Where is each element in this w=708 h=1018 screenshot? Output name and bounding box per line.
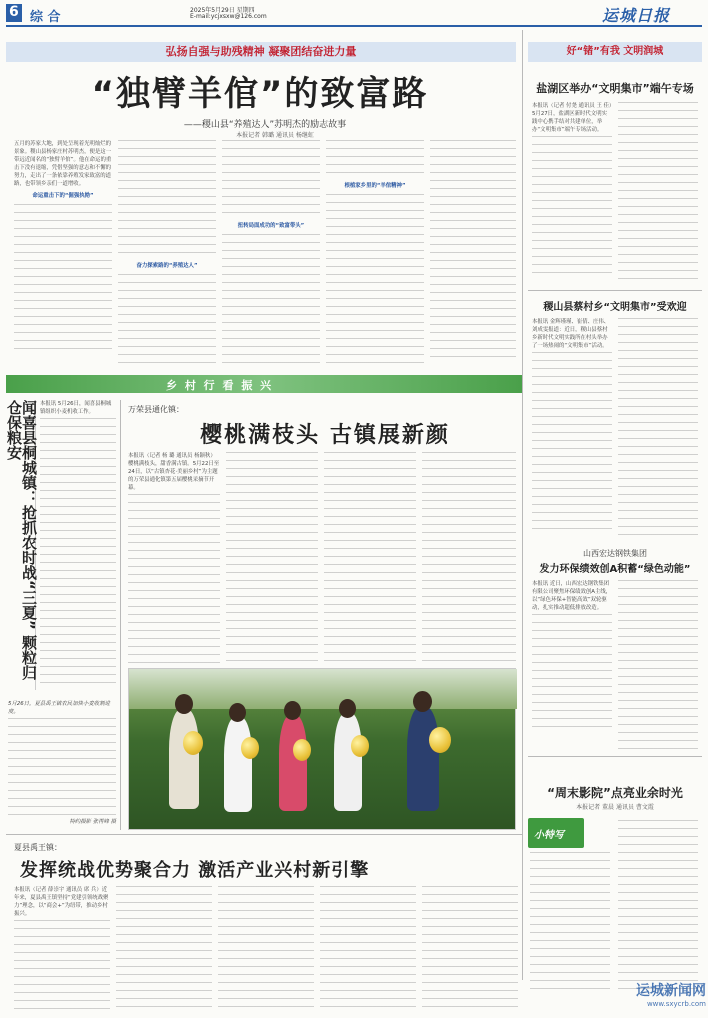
text-filler <box>40 418 116 683</box>
text-filler <box>430 140 516 358</box>
banner-text: 弘扬自强与助残精神 凝聚团结奋进力量 <box>165 45 357 58</box>
subhead-4: 根植家乡里的“羊倌精神” <box>344 183 406 189</box>
byline-shepherd: 本报记者 韩璐 通讯员 杨继虹 <box>236 132 314 139</box>
melon-harvest-photo <box>128 668 516 830</box>
farmer-5-head <box>413 691 432 712</box>
melon-1 <box>183 731 203 755</box>
issue-date: 2025年5月29日 星期四 <box>190 7 255 14</box>
steel-kicker: 山西宏达钢铁集团 <box>583 549 647 558</box>
cinema-byline: 本报记者 董晨 通讯员 曹文霞 <box>576 804 654 811</box>
caicun-story-col-1 <box>532 318 612 538</box>
steel-col-2 <box>618 580 698 750</box>
yanhu-story-col-1 <box>532 102 612 282</box>
text-filler <box>532 614 612 734</box>
farmer-3-head <box>284 701 301 720</box>
farmer-5 <box>407 707 439 811</box>
banner-text: 好“锗”有我 文明润城 <box>566 46 664 57</box>
cherry-col-3 <box>324 452 416 662</box>
harvest-caption: 特约摄影 张再峰 摄 <box>69 819 116 825</box>
text-filler <box>118 274 216 364</box>
text-filler <box>326 140 424 178</box>
melon-4 <box>351 735 369 757</box>
row-divider <box>528 290 702 291</box>
bottom-kicker: 夏县禹王镇： <box>14 843 62 852</box>
bottom-col-5 <box>422 886 518 1011</box>
cinema-tag <box>528 818 584 848</box>
column-divider <box>120 400 121 830</box>
subhead-3: 扭转局面成功的“致富带头” <box>237 223 305 229</box>
harvest-block <box>8 700 116 830</box>
text-filler <box>618 820 698 992</box>
header-rule <box>6 25 702 27</box>
melon-3 <box>293 739 311 761</box>
row-divider <box>6 834 522 835</box>
text-filler <box>618 580 698 750</box>
story-column-3 <box>222 140 320 362</box>
story-column-5 <box>430 140 516 362</box>
headline-yanhu: 盐湖区举办“文明集市”端午专场 <box>536 82 694 95</box>
text-filler <box>618 318 698 538</box>
melon-2 <box>241 737 259 759</box>
farmer-2 <box>224 717 252 812</box>
text-filler <box>618 102 698 282</box>
harvest-text: 5月26日，夏县禹王镇农民加快小麦收割进度。 <box>8 701 110 715</box>
farmer-3 <box>279 715 307 811</box>
text-filler <box>118 140 216 258</box>
page-number: 6 <box>9 4 19 20</box>
cherry-col-1 <box>128 452 220 662</box>
section-banner-left <box>6 42 516 62</box>
subhead-2: 奋力探索路的“养殖达人” <box>136 263 198 269</box>
cherry-headline: 樱桃满枝头 古镇展新颜 <box>200 423 450 448</box>
rural-banner-text: 乡 村 行 看 振 兴 <box>166 379 274 392</box>
bottom-col-4 <box>320 886 416 1011</box>
cherry-kicker: 万荣县通化镇： <box>128 405 184 414</box>
cinema-tag-text: 小特写 <box>534 830 564 841</box>
text-filler <box>8 718 116 818</box>
cherry-byline: 本报讯（记者 杨 璐 通讯员 杨颖秋）樱桃满枝头，甜香满古镇。5月22日至24日，以“古镇杏花·美丽乡村”为主题的万荣县通化镇第五届樱桃采摘节开幕。 <box>128 453 220 491</box>
page-header <box>0 0 708 30</box>
vertical-title-block <box>6 400 36 690</box>
column-divider <box>522 30 523 980</box>
text-filler <box>530 852 610 992</box>
cherry-col-4 <box>422 452 516 662</box>
caicun-byline: 本报讯 金辉瑾瑾、崔倩、庄伟、刘成雯报道：近日，稷山县蔡村乡新时代文明实践所在村头举办了一场热闹的“文明集市”活动。 <box>532 319 610 349</box>
text-filler <box>218 886 314 1011</box>
text-filler <box>128 494 220 664</box>
vertical-story-text <box>40 400 116 690</box>
cherry-col-2 <box>226 452 318 662</box>
text-filler <box>222 140 320 218</box>
story-intro: 五月的苏家大地，到处呈现着光明灿烂的景象。稷山县杨家庄村苏明杰，便是这一带远近闻名的“独臂羊倌”。他在命运的重击下没有退缩，凭借坚强的意志和不懈的努力，走出了一条依靠养殖发家致富的道路，也带领乡亲们一道增收。 <box>14 141 112 187</box>
steel-headline: 发力环保绩效创A积蓄“绿色动能” <box>539 564 691 575</box>
text-filler <box>532 136 612 276</box>
site-watermark <box>590 980 706 1016</box>
melon-5 <box>429 727 451 753</box>
steel-col-1 <box>532 580 612 750</box>
farmer-4 <box>334 713 362 811</box>
headline-shepherd: “独臂羊倌”的致富路 <box>91 74 429 114</box>
bottom-col-3 <box>218 886 314 1011</box>
text-filler <box>532 352 612 532</box>
farmer-1-head <box>175 694 193 714</box>
farmer-4-head <box>339 699 356 718</box>
contact-email: E-mail:ycjxsxw@126.com <box>190 13 267 20</box>
yanhu-story-col-2 <box>618 102 698 282</box>
steel-byline: 本报讯 近日，山西宏达钢铁集团有限公司聚焦环保绩效创A主线，以“绿色环保+智能高效”双轮驱动，扎实推动超低排放改造。 <box>532 581 612 611</box>
caicun-story-col-2 <box>618 318 698 538</box>
farmer-1 <box>169 709 199 809</box>
story-column-1 <box>14 140 112 362</box>
text-filler <box>222 234 320 364</box>
story-column-4 <box>326 140 424 362</box>
bottom-col-1 <box>14 886 110 1011</box>
text-filler <box>320 886 416 1011</box>
vertical-title: 闻喜县桐城镇：抢抓农时战“三夏” 颗粒归仓保粮安 <box>5 400 38 680</box>
section-banner-right <box>528 42 702 62</box>
cinema-col-2 <box>618 820 698 992</box>
bottom-col-2 <box>116 886 212 1011</box>
cinema-col-1 <box>530 852 610 992</box>
subtitle-shepherd: ——稷山县“养殖达人”苏明杰的励志故事 <box>183 120 347 130</box>
farmer-2-head <box>229 703 246 722</box>
text-filler <box>14 920 110 1010</box>
watermark-logo: 运城新闻网 <box>636 983 706 999</box>
row-divider <box>528 756 702 757</box>
bottom-headline: 发挥统战优势聚合力 激活产业兴村新引擎 <box>20 860 370 881</box>
yanhu-byline: 本报讯（记者 付尧 通讯员 王 佳）5月27日，盐湖区新时代文明实践中心携手结对共建单位，举办“文明集市”端午专场活动。 <box>532 103 612 133</box>
bottom-byline: 本报讯（记者 薛崇宇 通讯员 席 兵）近年来，夏县禹王镇坚持“党建引领统战聚力”理念，以“商会+”为纽带，推动乡村振兴。 <box>14 887 109 917</box>
headline-caicun: 稷山县蔡村乡“文明集市”受欢迎 <box>543 302 687 313</box>
section-name: 综 合 <box>30 10 61 25</box>
text-filler <box>422 886 518 1011</box>
rural-banner <box>6 375 522 393</box>
vertical-byline: 本报讯 5月26日，闻喜县桐城镇组织小麦机收工作。 <box>40 401 112 415</box>
text-filler <box>116 886 212 1011</box>
cinema-headline: “周末影院”点亮业余时光 <box>547 786 683 800</box>
story-column-2 <box>118 140 216 362</box>
watermark-url: www.sxycrb.com <box>646 1000 706 1008</box>
text-filler <box>422 452 516 662</box>
subhead-1: 命运重击下的“倔强执拗” <box>32 193 94 199</box>
text-filler <box>14 204 112 354</box>
masthead-logo: 运城日报 <box>602 6 671 25</box>
text-filler <box>226 452 318 662</box>
text-filler <box>326 194 424 364</box>
text-filler <box>324 452 416 662</box>
